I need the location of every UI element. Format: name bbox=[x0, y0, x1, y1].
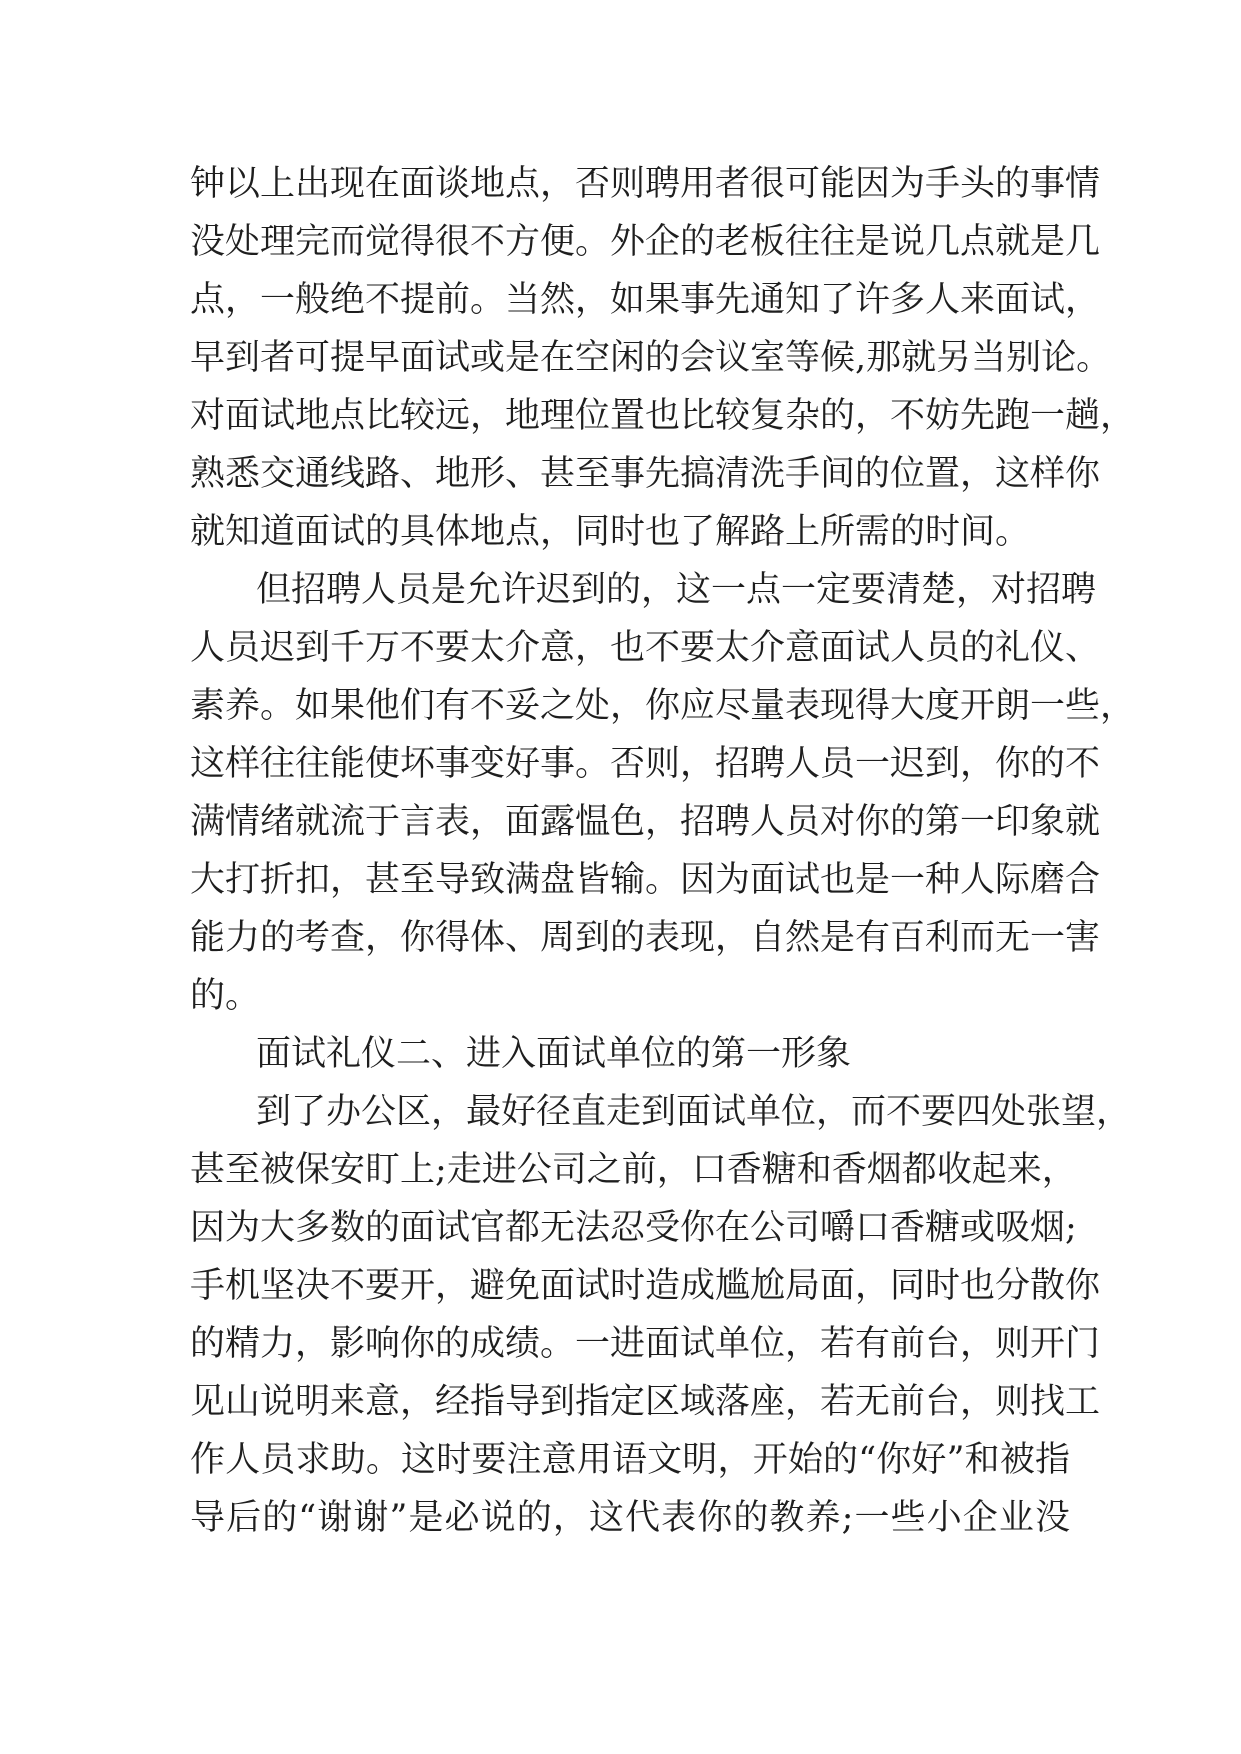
text-line: 作人员求助。这时要注意用语文明，开始的“你好”和被指 bbox=[190, 1440, 1070, 1480]
text-line: 能力的考查，你得体、周到的表现，自然是有百利而无一害 bbox=[190, 918, 1101, 958]
text-line: 点，一般绝不提前。当然，如果事先通知了许多人来面试， bbox=[190, 280, 1101, 320]
text-line: 人员迟到千万不要太介意，也不要太介意面试人员的礼仪、 bbox=[190, 628, 1101, 668]
text-line: 到了办公区，最好径直走到面试单位，而不要四处张望， bbox=[256, 1092, 1132, 1132]
text-line: 手机坚决不要开，避免面试时造成尴尬局面，同时也分散你 bbox=[190, 1266, 1101, 1306]
text-line: 钟以上出现在面谈地点，否则聘用者很可能因为手头的事情 bbox=[190, 164, 1101, 204]
text-line: 因为大多数的面试官都无法忍受你在公司嚼口香糖或吸烟; bbox=[190, 1208, 1077, 1248]
text-line: 就知道面试的具体地点，同时也了解路上所需的时间。 bbox=[190, 512, 1031, 552]
text-line: 面试礼仪二、进入面试单位的第一形象 bbox=[256, 1034, 852, 1074]
text-line: 早到者可提早面试或是在空闲的会议室等候,那就另当别论。 bbox=[190, 338, 1112, 378]
text-line: 的。 bbox=[190, 976, 261, 1016]
text-line: 素养。如果他们有不妥之处，你应尽量表现得大度开朗一些， bbox=[190, 686, 1136, 726]
text-line: 导后的“谢谢”是必说的，这代表你的教养;一些小企业没 bbox=[190, 1498, 1070, 1538]
text-line: 满情绪就流于言表，面露愠色，招聘人员对你的第一印象就 bbox=[190, 802, 1101, 842]
text-line: 见山说明来意，经指导到指定区域落座，若无前台，则找工 bbox=[190, 1382, 1101, 1422]
text-line: 但招聘人员是允许迟到的，这一点一定要清楚，对招聘 bbox=[256, 570, 1097, 610]
text-line: 大打折扣，甚至导致满盘皆输。因为面试也是一种人际磨合 bbox=[190, 860, 1101, 900]
body-text bbox=[190, 155, 1136, 1547]
text-line: 没处理完而觉得很不方便。外企的老板往往是说几点就是几 bbox=[190, 222, 1101, 262]
text-line: 的精力，影响你的成绩。一进面试单位，若有前台，则开门 bbox=[190, 1324, 1101, 1364]
text-line: 甚至被保安盯上;走进公司之前，口香糖和香烟都收起来， bbox=[190, 1150, 1077, 1190]
text-line: 对面试地点比较远，地理位置也比较复杂的，不妨先跑一趟， bbox=[190, 396, 1136, 436]
text-line: 这样往往能使坏事变好事。否则，招聘人员一迟到，你的不 bbox=[190, 744, 1101, 784]
text-line: 熟悉交通线路、地形、甚至事先搞清洗手间的位置，这样你 bbox=[190, 454, 1101, 494]
